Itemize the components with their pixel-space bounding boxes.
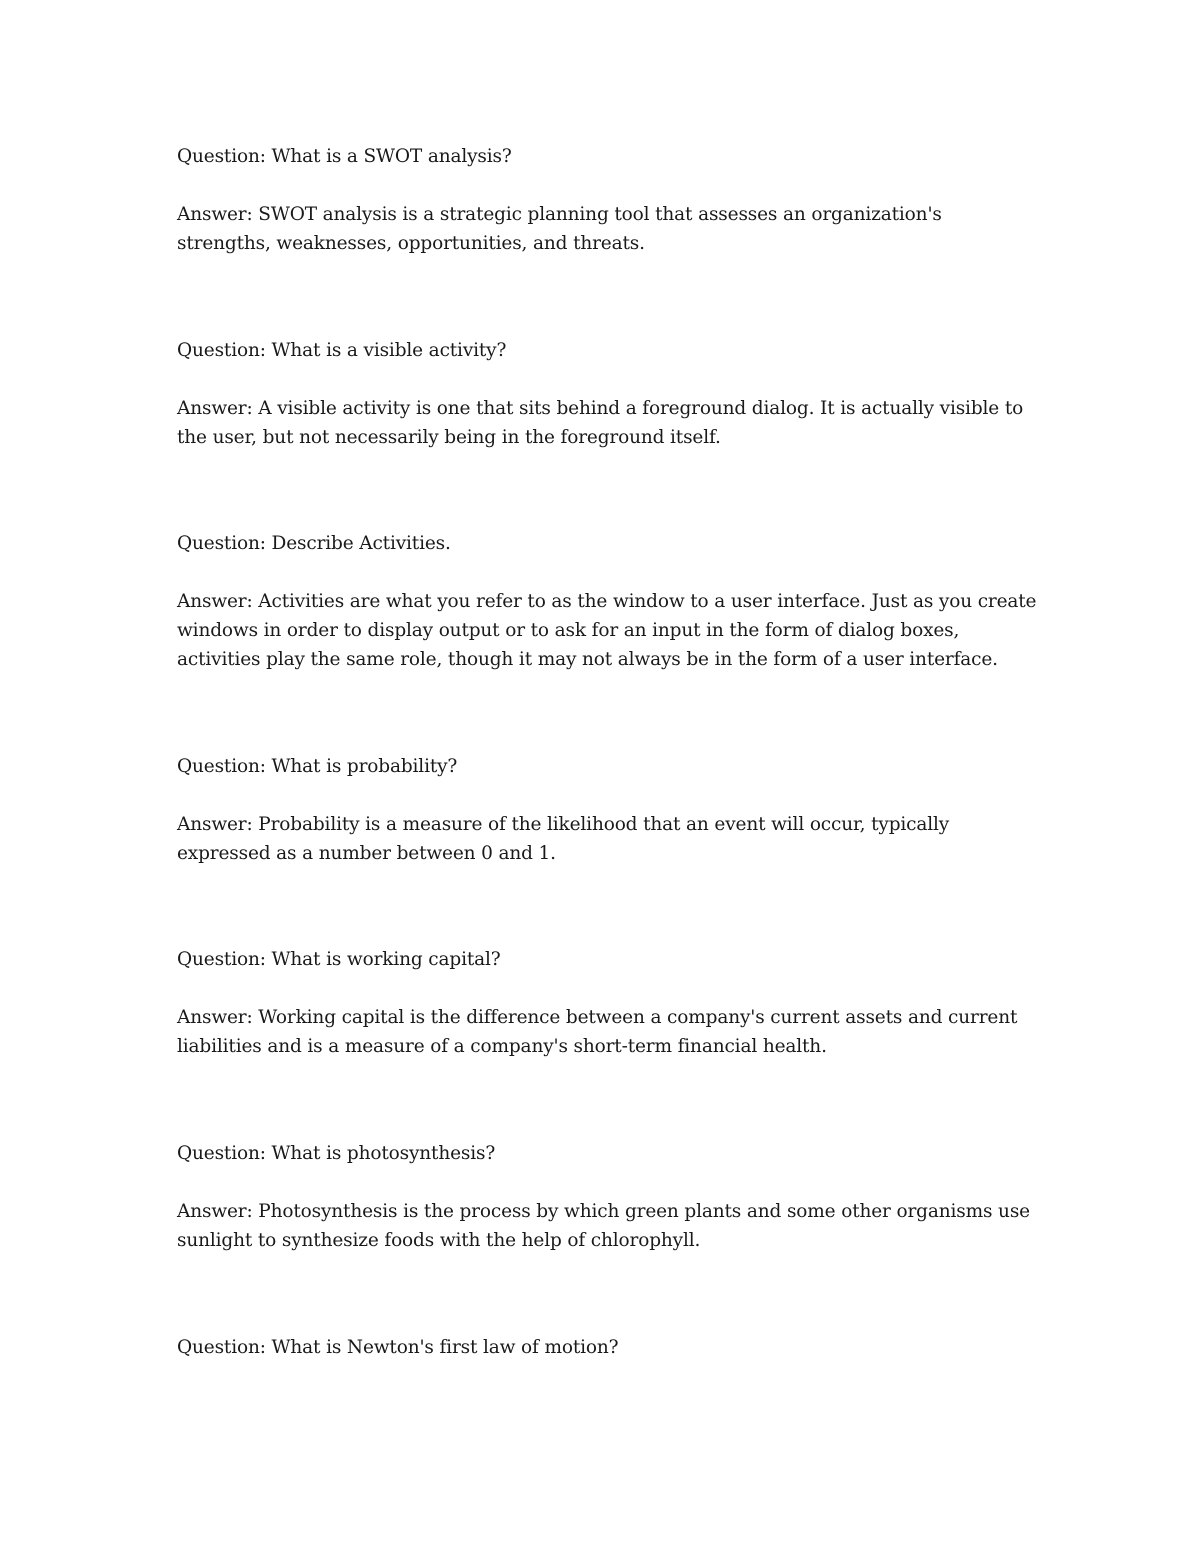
answer-6: Answer: Photosynthesis is the process by which green plants and some other organisms use sunlight to synthesize foods with the help of chlorophyll. <box>177 1201 1030 1251</box>
question-1: Question: What is a SWOT analysis? <box>177 146 512 167</box>
question-7: Question: What is Newton's first law of motion? <box>177 1337 619 1358</box>
question-6: Question: What is photosynthesis? <box>177 1143 496 1164</box>
question-4: Question: What is probability? <box>177 756 458 777</box>
answer-1: Answer: SWOT analysis is a strategic planning tool that assesses an organization's strengths, weaknesses, opportunities, and threats. <box>177 204 942 254</box>
answer-2: Answer: A visible activity is one that sits behind a foreground dialog. It is actually visible to the user, but not necessarily being in the foreground itself. <box>177 398 1024 448</box>
answer-3: Answer: Activities are what you refer to as the window to a user interface. Just as you create windows in order to display output or to ask for an input in the form of dialog boxes, activities play the same role, though it may not always be in the form of a user interface. <box>177 591 1037 670</box>
question-3: Question: Describe Activities. <box>177 533 451 554</box>
answer-4: Answer: Probability is a measure of the likelihood that an event will occur, typically expressed as a number between 0 and 1. <box>177 814 950 864</box>
answer-5: Answer: Working capital is the difference between a company's current assets and current liabilities and is a measure of a company's short-term financial health. <box>177 1007 1018 1057</box>
question-5: Question: What is working capital? <box>177 949 501 970</box>
question-2: Question: What is a visible activity? <box>177 340 507 361</box>
